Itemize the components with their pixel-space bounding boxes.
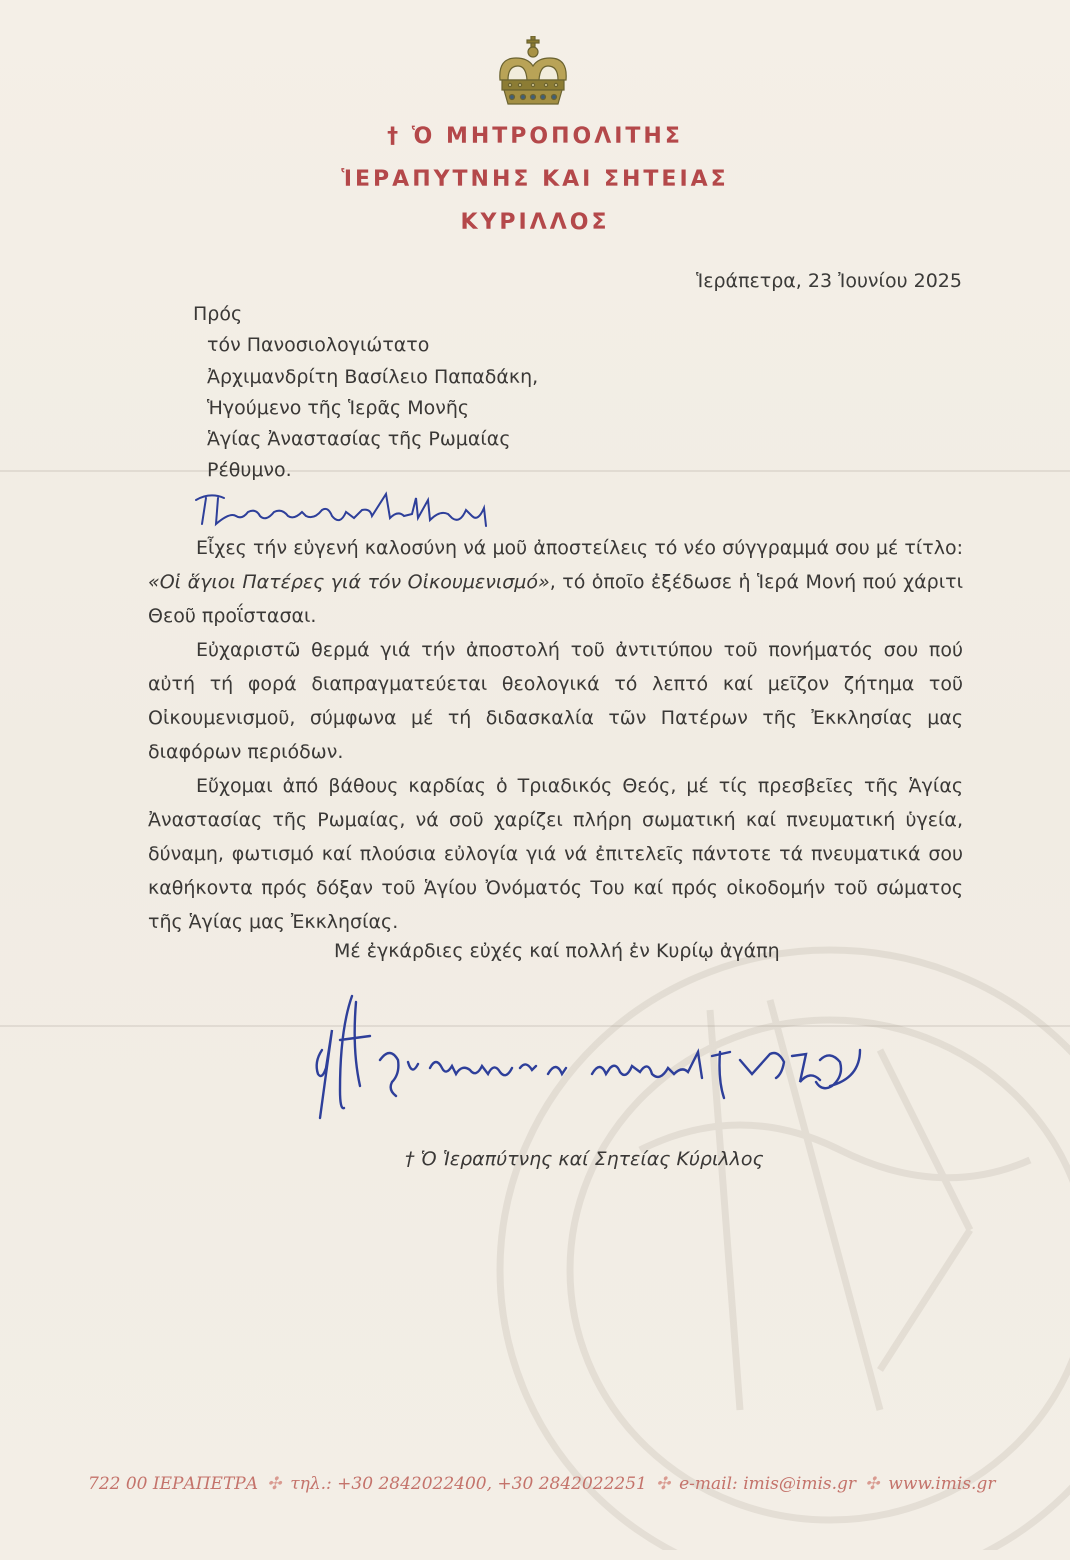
footer-separator-icon: ✣ bbox=[267, 1474, 282, 1494]
book-title: «Οἱ ἅγιοι Πατέρες γιά τόν Οἰκουμενισμό» bbox=[148, 571, 550, 593]
letterhead-footer bbox=[88, 1474, 995, 1494]
address-line: Ἁγίας Ἀναστασίας τῆς Ρωμαίας bbox=[207, 428, 511, 451]
address-line: Πρός bbox=[193, 303, 243, 325]
letterhead-see: ἹΕΡΑΠΥΤΝΗΣ ΚΑΙ ΣΗΤΕΙΑΣ bbox=[341, 167, 729, 192]
footer-address: 722 00 ΙΕΡΑΠΕΤΡΑ bbox=[88, 1474, 259, 1494]
signer-name: † Ὁ Ἱεραπύτνης καί Σητείας Κύριλλος bbox=[405, 1148, 764, 1170]
closing-line: Μέ ἐγκάρδιες εὐχές καί πολλή ἐν Κυρίῳ ἀγάπη bbox=[334, 940, 780, 962]
recipient-address bbox=[193, 299, 538, 487]
letter-date: Ἱεράπετρα, 23 Ἰουνίου 2025 bbox=[696, 270, 962, 292]
footer-phones: τηλ.: +30 2842022400, +30 2842022251 bbox=[290, 1474, 647, 1494]
letterhead-name: ΚΥΡΙΛΛΟΣ bbox=[460, 210, 610, 235]
crown-icon bbox=[494, 36, 572, 108]
address-line: τόν Πανοσιολογιώτατο bbox=[207, 334, 430, 357]
paragraph: Εὔχομαι ἀπό βάθους καρδίας ὁ Τριαδικός Θεός, μέ τίς πρεσβεῖες τῆς Ἁγίας Ἀναστασίας τῆς Ρωμαίας, νά σοῦ χαρίζει πλήρη σωματική καί πνευματική ὑγεία, δύναμη, φωτισμό καί πλούσια εὐλογία γιά νά ἐπιτελεῖς πάντοτε τά πνευματικά σου καθήκοντα πρός δόξαν τοῦ Ἁγίου Ὀνόματός Του καί πρός οἰκοδομήν τοῦ σώματος τῆς Ἁγίας μας Ἐκκλησίας. bbox=[148, 775, 963, 933]
address-line: Ἡγούμενο τῆς Ἱερᾶς Μονῆς bbox=[207, 396, 470, 419]
letterhead-title: † Ὁ ΜΗΤΡΟΠΟΛΙΤΗΣ bbox=[387, 124, 683, 149]
footer-separator-icon: ✣ bbox=[865, 1474, 880, 1494]
letter-body bbox=[148, 531, 963, 939]
footer-separator-icon: ✣ bbox=[655, 1474, 671, 1494]
paragraph: Εἶχες τήν εὐγενή καλοσύνη νά μοῦ ἀποστείλεις τό νέο σύγγραμμά σου μέ τίτλο: «Οἱ ἅγιοι Πατέρες γιά τόν Οἰκουμενισμό», τό ὁποῖο ἐξέδωσε ἡ Ἱερά Μονή πού χάριτι Θεοῦ προΐστασαι. bbox=[148, 537, 963, 627]
paragraph: Εὐχαριστῶ θερμά γιά τήν ἀποστολή τοῦ ἀντιτύπου τοῦ πονήματός σου πού αὐτή τή φορά διαπραγματεύεται θεολογικά τό λεπτό καί μεῖζον ζήτημα τοῦ Οἰκουμενισμοῦ, σύμφωνα μέ τή διδασκαλία τῶν Πατέρων τῆς Ἐκκλησίας μας διαφόρων περιόδων. bbox=[148, 639, 963, 763]
footer-website: www.imis.gr bbox=[888, 1474, 996, 1494]
footer-email: e-mail: imis@imis.gr bbox=[679, 1474, 857, 1494]
address-line: Ἀρχιμανδρίτη Βασίλειο Παπαδάκη, bbox=[207, 365, 539, 388]
handwritten-signature bbox=[300, 990, 870, 1130]
address-line: Ρέθυμνο. bbox=[207, 459, 292, 482]
handwritten-salutation bbox=[190, 486, 510, 536]
